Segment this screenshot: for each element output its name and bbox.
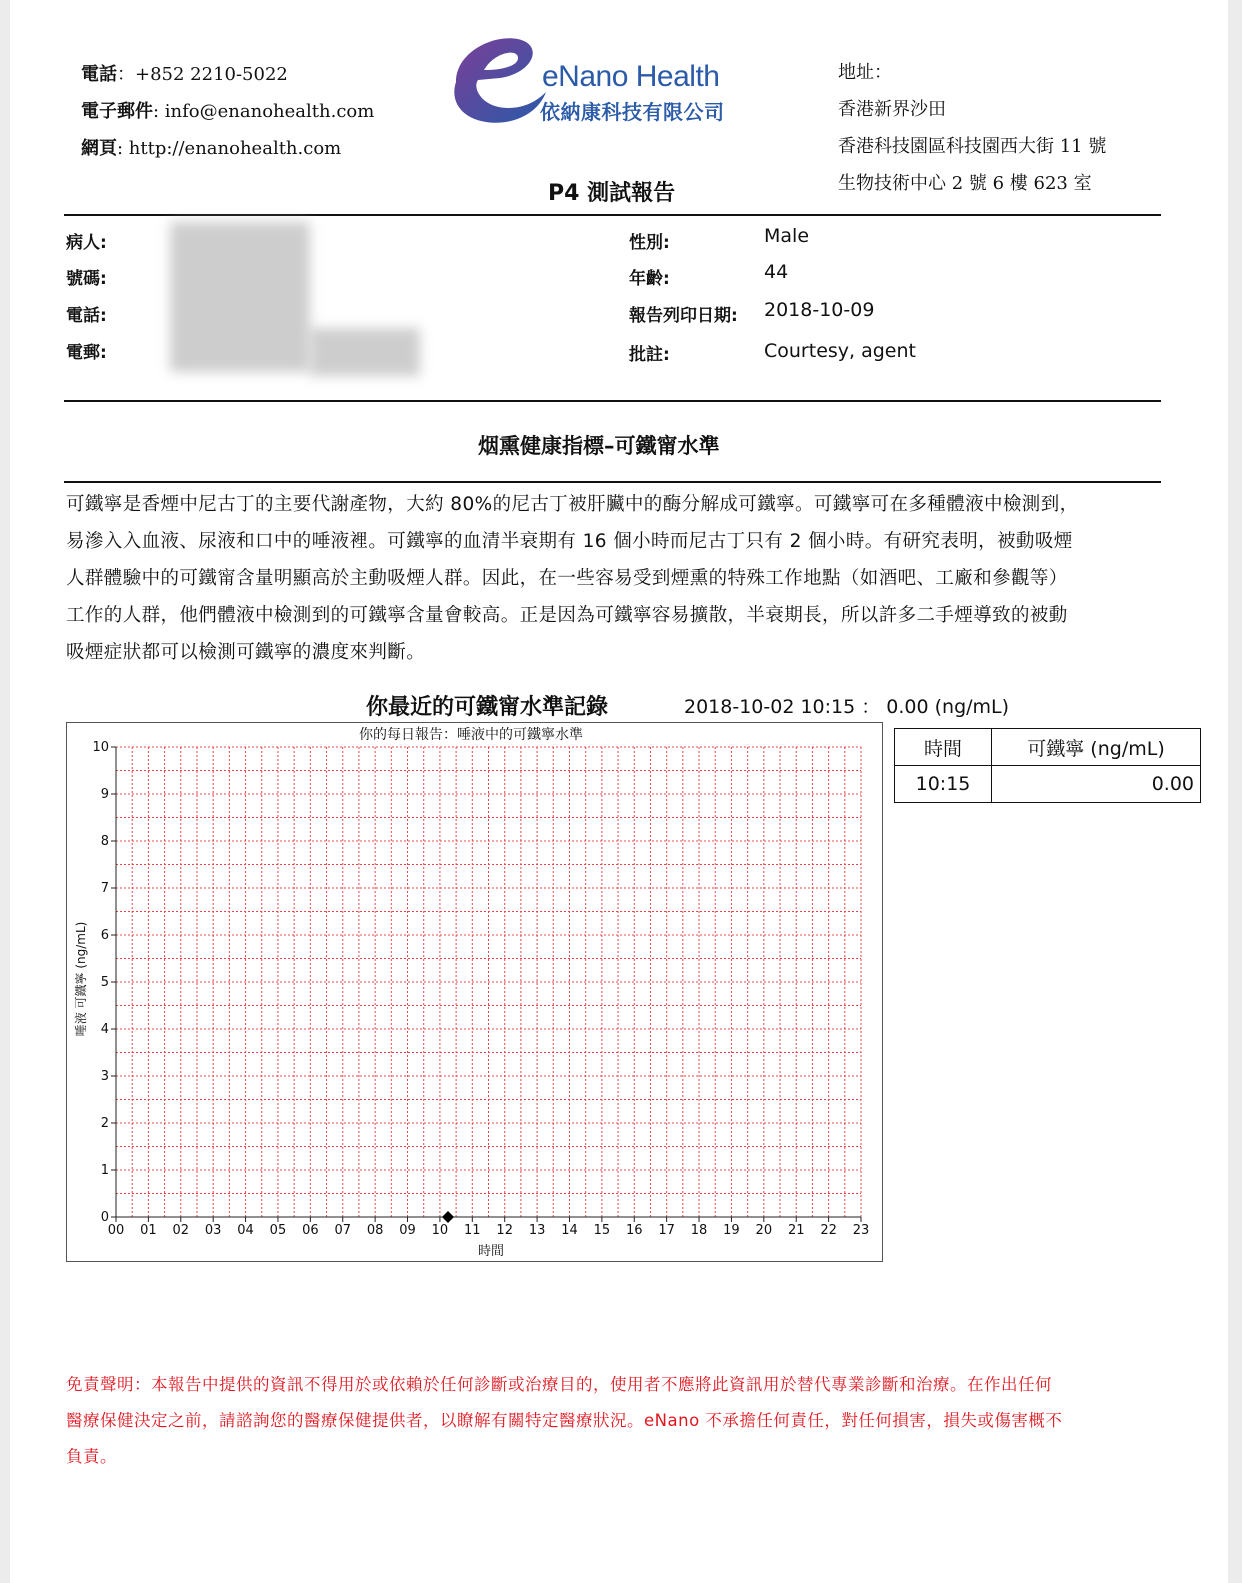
company-logo bbox=[442, 30, 742, 130]
divider-top bbox=[64, 214, 1161, 216]
x-tick-label: 06 bbox=[302, 1223, 319, 1238]
gender-value: Male bbox=[764, 225, 810, 247]
web-value[interactable]: : http://enanohealth.com bbox=[117, 138, 342, 159]
remark-label: 批註: bbox=[629, 345, 670, 365]
x-tick-label: 08 bbox=[366, 1223, 384, 1238]
remark-value: Courtesy, agent bbox=[764, 340, 916, 362]
table-header-time: 時間 bbox=[895, 729, 992, 766]
y-tick-label: 5 bbox=[100, 975, 109, 990]
record-title: 你最近的可鐵甯水準記錄 bbox=[366, 695, 609, 720]
x-tick-label: 13 bbox=[528, 1223, 546, 1238]
paragraph-line: 可鐵寧是香煙中尼古丁的主要代謝產物，大約 80%的尼古丁被肝臟中的酶分解成可鐵寧。可鐵寧可在多種體液中檢測到， bbox=[66, 494, 1079, 515]
email-value[interactable]: : info@enanohealth.com bbox=[153, 101, 375, 122]
x-tick-label: 09 bbox=[399, 1223, 416, 1238]
contact-block bbox=[81, 56, 374, 167]
address-block bbox=[838, 54, 1106, 202]
disclaimer-line: 醫療保健決定之前，請諮詢您的醫療保健提供者，以瞭解有關特定醫療狀況。eNano 不承擔任何責任，對任何損害，損失或傷害概不 bbox=[66, 1411, 1063, 1430]
section-title: 烟熏健康指標–可鐵甯水準 bbox=[478, 434, 720, 458]
x-tick-label: 10 bbox=[431, 1223, 449, 1238]
x-tick-label: 16 bbox=[625, 1223, 643, 1238]
patient-id-label: 號碼: bbox=[66, 269, 107, 289]
disclaimer-line: 負責。 bbox=[66, 1447, 117, 1466]
phone-line bbox=[81, 56, 374, 93]
x-tick-label: 23 bbox=[852, 1223, 870, 1238]
paragraph-line: 吸煙症狀都可以檢測可鐵寧的濃度來判斷。 bbox=[66, 642, 426, 663]
data-point-diamond bbox=[442, 1211, 454, 1223]
address-line-2: 香港科技園區科技園西大街 11 號 bbox=[838, 136, 1107, 157]
cotinine-table bbox=[894, 728, 1201, 803]
table-header-value: 可鐵寧 (ng/mL) bbox=[992, 729, 1201, 766]
table-cell-time: 10:15 bbox=[895, 766, 992, 803]
address-label: 地址： bbox=[838, 62, 892, 83]
chart-container bbox=[66, 722, 883, 1262]
chart-grid bbox=[116, 747, 861, 1217]
email-label: 電子郵件 bbox=[81, 101, 153, 122]
x-tick-label: 21 bbox=[787, 1223, 805, 1238]
y-tick-label: 0 bbox=[100, 1210, 109, 1225]
paragraph-line: 人群體驗中的可鐵甯含量明顯高於主動吸煙人群。因此，在一些容易受到煙熏的特殊工作地點（如酒吧、工廠和參觀等） bbox=[66, 568, 1068, 589]
x-tick-label: 03 bbox=[204, 1223, 222, 1238]
chart-title: 你的每日報告：唾液中的可鐵寧水準 bbox=[359, 727, 583, 743]
x-tick-label: 22 bbox=[820, 1223, 837, 1238]
logo-text-en: eNano Health bbox=[542, 60, 720, 93]
gender-label: 性別: bbox=[629, 233, 670, 253]
cotinine-chart bbox=[67, 723, 882, 1261]
patient-email-label: 電郵: bbox=[66, 343, 107, 363]
y-tick-label: 2 bbox=[100, 1116, 109, 1131]
x-tick-label: 00 bbox=[107, 1223, 125, 1238]
web-line bbox=[81, 130, 374, 167]
paragraph-line: 易滲入入血液、尿液和口中的唾液裡。可鐵寧的血清半衰期有 16 個小時而尼古丁只有 2 個小時。有研究表明，被動吸煙 bbox=[66, 531, 1073, 552]
disclaimer-line: 免責聲明：本報告中提供的資訊不得用於或依賴於任何診斷或治療目的，使用者不應將此資訊用於替代專業診斷和治療。在作出任何 bbox=[66, 1375, 1052, 1394]
x-tick-label: 17 bbox=[658, 1223, 675, 1238]
y-tick-label: 10 bbox=[92, 740, 109, 755]
chart-tick-labels bbox=[92, 740, 869, 1238]
y-tick-label: 9 bbox=[100, 787, 109, 802]
page-frame-right bbox=[1228, 0, 1242, 1583]
print-date-label: 報告列印日期: bbox=[629, 306, 738, 326]
address-line-3: 生物技術中心 2 號 6 樓 623 室 bbox=[838, 173, 1092, 194]
x-tick-label: 20 bbox=[755, 1223, 773, 1238]
patient-name-label: 病人: bbox=[66, 233, 107, 253]
x-tick-label: 05 bbox=[269, 1223, 287, 1238]
phone-label: 電話 bbox=[81, 64, 117, 85]
y-tick-label: 4 bbox=[100, 1022, 109, 1037]
email-line bbox=[81, 93, 374, 130]
table-cell-value: 0.00 bbox=[992, 766, 1201, 803]
x-tick-label: 14 bbox=[561, 1223, 578, 1238]
table-row bbox=[895, 766, 1201, 803]
x-tick-label: 01 bbox=[140, 1223, 157, 1238]
y-tick-label: 8 bbox=[100, 834, 109, 849]
divider-mid bbox=[64, 400, 1161, 402]
x-tick-label: 07 bbox=[334, 1223, 352, 1238]
y-tick-label: 6 bbox=[100, 928, 109, 943]
intro-paragraph bbox=[66, 486, 1079, 671]
x-tick-label: 15 bbox=[593, 1223, 611, 1238]
chart-x-axis-label: 時間 bbox=[477, 1244, 505, 1259]
chart-axes bbox=[111, 747, 861, 1222]
x-tick-label: 12 bbox=[496, 1223, 513, 1238]
x-tick-label: 18 bbox=[690, 1223, 708, 1238]
disclaimer bbox=[66, 1367, 1062, 1475]
patient-phone-label: 電話: bbox=[66, 306, 107, 326]
phone-value: ：+852 2210-5022 bbox=[117, 64, 288, 85]
chart-y-axis-label: 唾液 可鐵寧 (ng/mL) bbox=[74, 921, 88, 1037]
page-frame-left bbox=[0, 0, 10, 1583]
table-header-row bbox=[895, 729, 1201, 766]
report-title: P4 測試報告 bbox=[548, 181, 676, 206]
age-label: 年齡: bbox=[629, 269, 670, 289]
chart-points bbox=[442, 1211, 454, 1223]
print-date-value: 2018-10-09 bbox=[764, 299, 875, 321]
redacted-personal-info bbox=[170, 222, 310, 372]
y-tick-label: 7 bbox=[100, 881, 109, 896]
redacted-email bbox=[310, 328, 420, 376]
divider-section bbox=[64, 481, 1161, 483]
age-value: 44 bbox=[764, 261, 789, 283]
paragraph-line: 工作的人群，他們體液中檢測到的可鐵寧含量會較高。正是因為可鐵寧容易擴散，半衰期長，所以許多二手煙導致的被動 bbox=[66, 605, 1068, 626]
web-label: 網頁 bbox=[81, 138, 117, 159]
x-tick-label: 02 bbox=[172, 1223, 190, 1238]
x-tick-label: 11 bbox=[464, 1223, 481, 1238]
x-tick-label: 04 bbox=[237, 1223, 254, 1238]
y-tick-label: 3 bbox=[100, 1069, 109, 1084]
y-tick-label: 1 bbox=[100, 1163, 109, 1178]
logo-text-zh: 依納康科技有限公司 bbox=[540, 100, 725, 124]
logo-swirl-icon bbox=[442, 30, 554, 130]
latest-reading: 2018-10-02 10:15 ： 0.00 (ng/mL) bbox=[684, 696, 1010, 718]
x-tick-label: 19 bbox=[723, 1223, 740, 1238]
address-line-1: 香港新界沙田 bbox=[838, 99, 946, 120]
